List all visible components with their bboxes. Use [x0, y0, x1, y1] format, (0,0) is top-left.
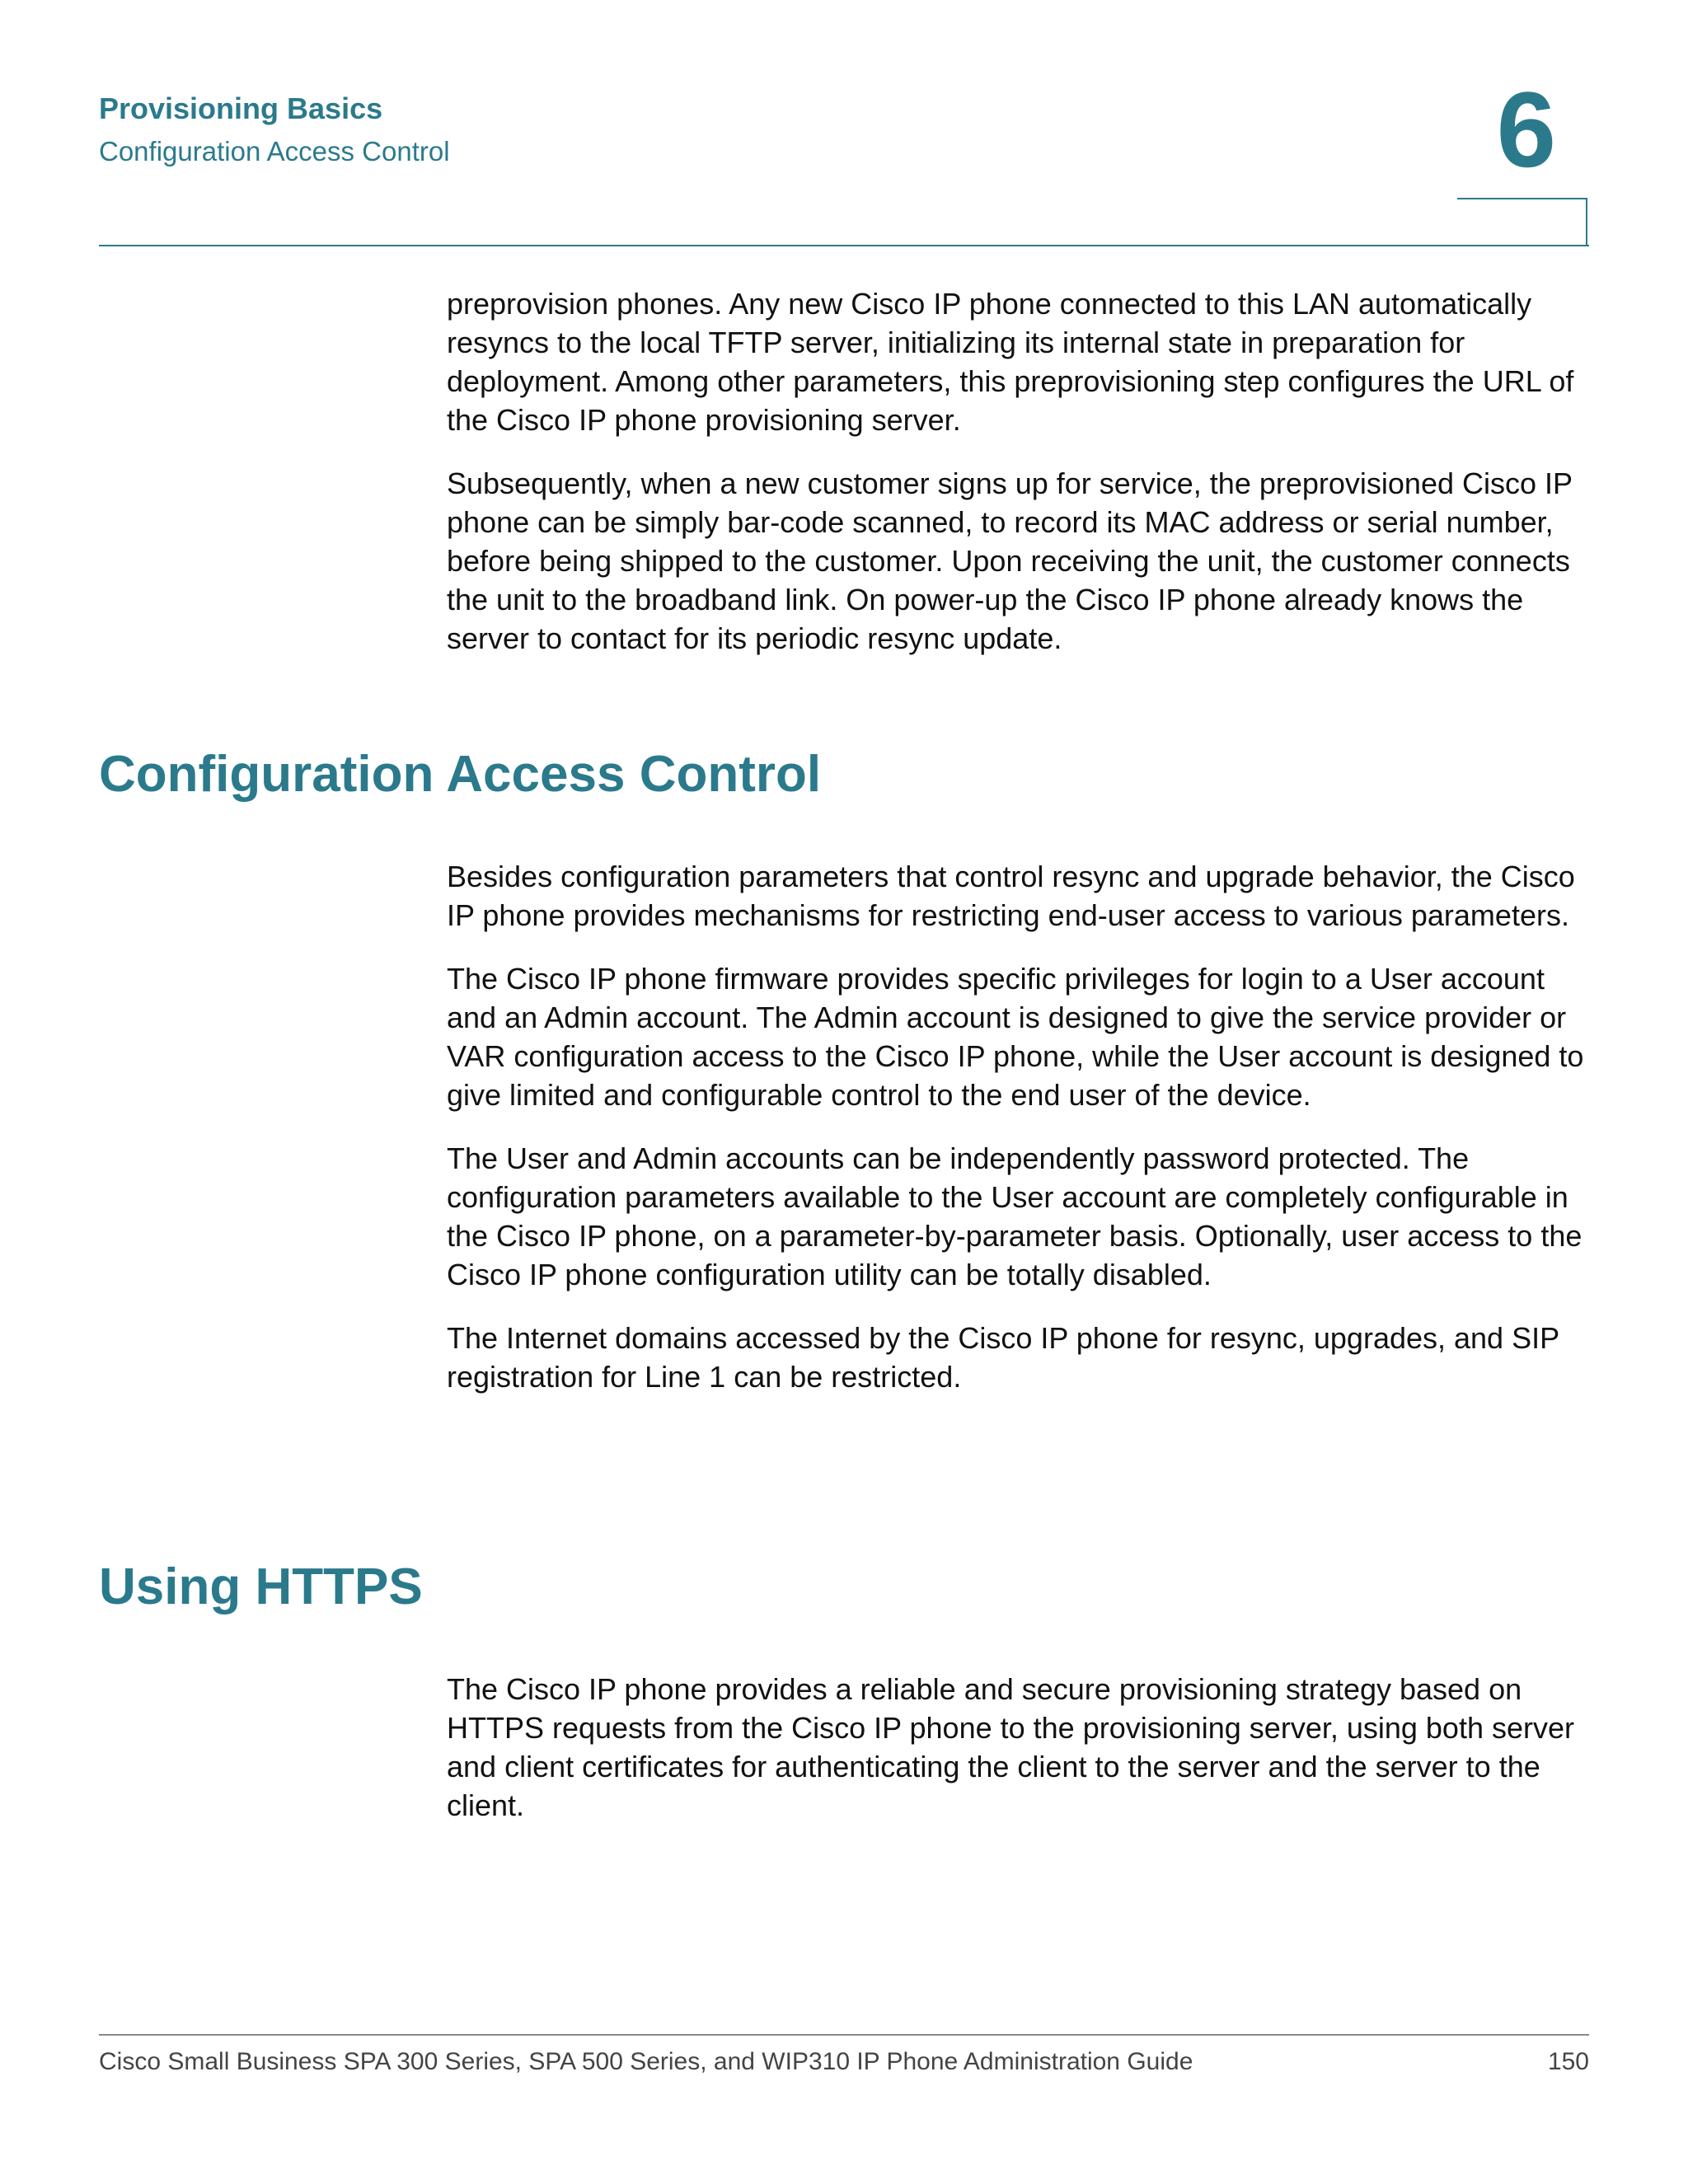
chapter-tab-box: [1457, 198, 1587, 246]
paragraph: preprovision phones. Any new Cisco IP phone connected to this LAN automatically resyncs to the local TFTP server, initializing its internal state in preparation for deployment. Among other parameters, this preprovisioning step configures the URL of the Cisco IP phone provisioning server.: [447, 287, 1574, 437]
paragraph: Besides configuration parameters that control resync and upgrade behavior, the Cisco IP phone provides mechanisms for restricting end-user access to various parameters.: [447, 860, 1575, 932]
intro-text: [447, 284, 1597, 682]
paragraph: The Internet domains accessed by the Cisco IP phone for resync, upgrades, and SIP registration for Line 1 can be restricted.: [447, 1321, 1559, 1394]
section-heading-https: Using HTTPS: [99, 1558, 423, 1615]
chapter-title: Provisioning Basics: [99, 91, 383, 125]
section-heading-access-control: Configuration Access Control: [99, 746, 822, 803]
chapter-number: 6: [1496, 69, 1556, 190]
page-number: 150: [1547, 2048, 1589, 2075]
access-control-text: [447, 857, 1597, 1421]
paragraph: The User and Admin accounts can be independently password protected. The configuration parameters available to the User account are completely configurable in the Cisco IP phone, on a parameter-by-parameter basis. Optionally, user access to the Cisco IP phone configuration utility can be totally disabled.: [447, 1141, 1582, 1291]
running-header: [99, 89, 450, 171]
section-title: Configuration Access Control: [99, 136, 450, 166]
paragraph: The Cisco IP phone provides a reliable and secure provisioning strategy based on HTTPS requests from the Cisco IP phone to the provisioning server, using both server and client certificates for authenticating the client to the server and the server to the client.: [447, 1672, 1574, 1822]
https-text: [447, 1670, 1597, 1849]
paragraph: The Cisco IP phone firmware provides specific privileges for login to a User account and an Admin account. The Admin account is designed to give the service provider or VAR configuration access to the Cisco IP phone, while the User account is designed to give limited and configurable control to the end user of the device.: [447, 962, 1584, 1112]
footer-rule: [99, 2034, 1589, 2036]
paragraph: Subsequently, when a new customer signs up for service, the preprovisioned Cisco IP phone can be simply bar-code scanned, to record its MAC address or serial number, before being shipped to the customer. Upon receiving the unit, the customer connects the unit to the broadband link. On power-up the Cisco IP phone already knows the server to contact for its periodic resync update.: [447, 466, 1573, 655]
header-rule: [99, 245, 1589, 246]
footer-guide-title: Cisco Small Business SPA 300 Series, SPA 500 Series, and WIP310 IP Phone Administration Guide: [99, 2048, 1193, 2075]
